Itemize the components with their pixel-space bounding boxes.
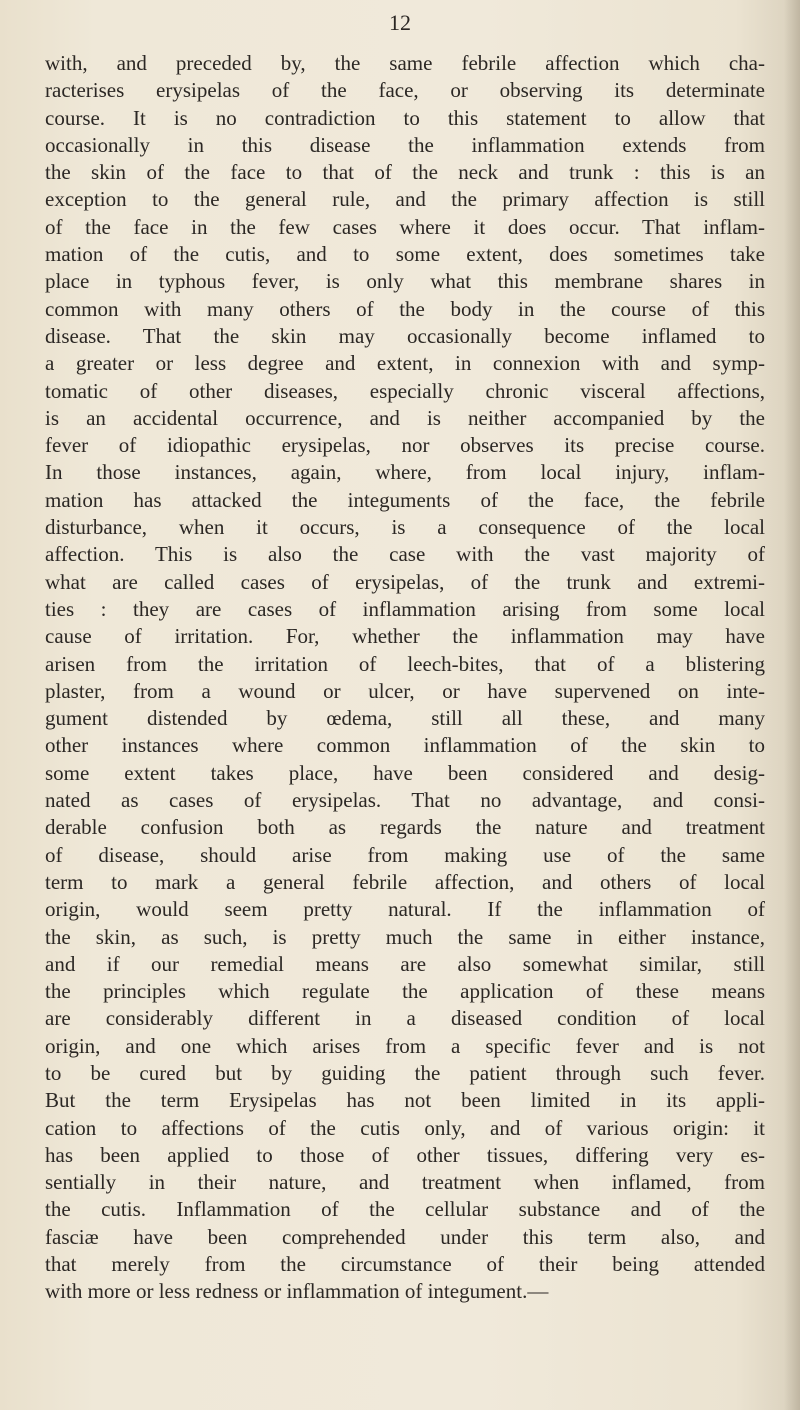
text-line: some extent takes place, have been considered and desig- (45, 760, 765, 785)
text-line: affection. This is also the case with the vast majority of (45, 542, 765, 567)
text-line: mation has attacked the integuments of the face, the febrile (45, 487, 765, 512)
text-line: a greater or less degree and extent, in connexion with and symp- (45, 351, 765, 376)
text-line: arisen from the irritation of leech-bites, that of a blistering (45, 651, 765, 676)
text-line: nated as cases of erysipelas. That no advantage, and consi- (45, 788, 765, 813)
page-number: 12 (389, 10, 411, 35)
text-line: ties : they are cases of inflammation arising from some local (45, 596, 765, 621)
body-text (45, 50, 765, 1306)
text-line: that merely from the circumstance of their being attended (45, 1252, 765, 1277)
text-line: mation of the cutis, and to some extent, does sometimes take (45, 242, 765, 267)
text-line: cause of irritation. For, whether the inflammation may have (45, 624, 765, 649)
text-line: to be cured but by guiding the patient through such fever. (45, 1060, 765, 1085)
text-line: fever of idiopathic erysipelas, nor observes its precise course. (45, 433, 765, 458)
text-line: course. It is no contradiction to this statement to allow that (45, 105, 765, 130)
text-line: of disease, should arise from making use of the same (45, 842, 765, 867)
text-line: origin, would seem pretty natural. If the inflammation of (45, 897, 765, 922)
text-line: But the term Erysipelas has not been limited in its appli- (45, 1088, 765, 1113)
text-line: occasionally in this disease the inflammation extends from (45, 132, 765, 157)
text-line: origin, and one which arises from a specific fever and is not (45, 1033, 765, 1058)
text-line: with more or less redness or inflammation of integument.— (45, 1279, 549, 1304)
text-line: place in typhous fever, is only what this membrane shares in (45, 269, 765, 294)
text-line: other instances where common inflammation of the skin to (45, 733, 765, 758)
text-line: derable confusion both as regards the nature and treatment (45, 815, 765, 840)
text-line: fasciæ have been comprehended under this term also, and (45, 1224, 765, 1249)
page-edge-shadow (784, 0, 800, 1410)
text-line: racterises erysipelas of the face, or observing its determinate (45, 78, 765, 103)
text-line: plaster, from a wound or ulcer, or have supervened on inte- (45, 678, 765, 703)
text-line: disturbance, when it occurs, is a consequence of the local (45, 515, 765, 540)
text-line: is an accidental occurrence, and is neither accompanied by the (45, 405, 765, 430)
text-line: cation to affections of the cutis only, and of various origin: it (45, 1115, 765, 1140)
text-line: disease. That the skin may occasionally become inflamed to (45, 323, 765, 348)
text-line: and if our remedial means are also somewhat similar, still (45, 951, 765, 976)
text-line: the cutis. Inflammation of the cellular substance and of the (45, 1197, 765, 1222)
text-line: term to mark a general febrile affection, and others of local (45, 869, 765, 894)
text-line: In those instances, again, where, from local injury, inflam- (45, 460, 765, 485)
text-line: the skin of the face to that of the neck and trunk : this is an (45, 160, 765, 185)
text-line: the skin, as such, is pretty much the same in either instance, (45, 924, 765, 949)
text-line: what are called cases of erysipelas, of the trunk and extremi- (45, 569, 765, 594)
text-line: with, and preceded by, the same febrile affection which cha- (45, 51, 765, 75)
text-line: the principles which regulate the application of these means (45, 979, 765, 1004)
text-line: are considerably different in a diseased condition of local (45, 1006, 765, 1031)
text-line: of the face in the few cases where it does occur. That inflam- (45, 214, 765, 239)
text-line: gument distended by œdema, still all these, and many (45, 706, 765, 731)
text-line: has been applied to those of other tissues, differing very es- (45, 1142, 765, 1167)
text-line: exception to the general rule, and the primary affection is still (45, 187, 765, 212)
text-line: tomatic of other diseases, especially chronic visceral affections, (45, 378, 765, 403)
text-line: common with many others of the body in the course of this (45, 296, 765, 321)
text-line: sentially in their nature, and treatment when inflamed, from (45, 1170, 765, 1195)
